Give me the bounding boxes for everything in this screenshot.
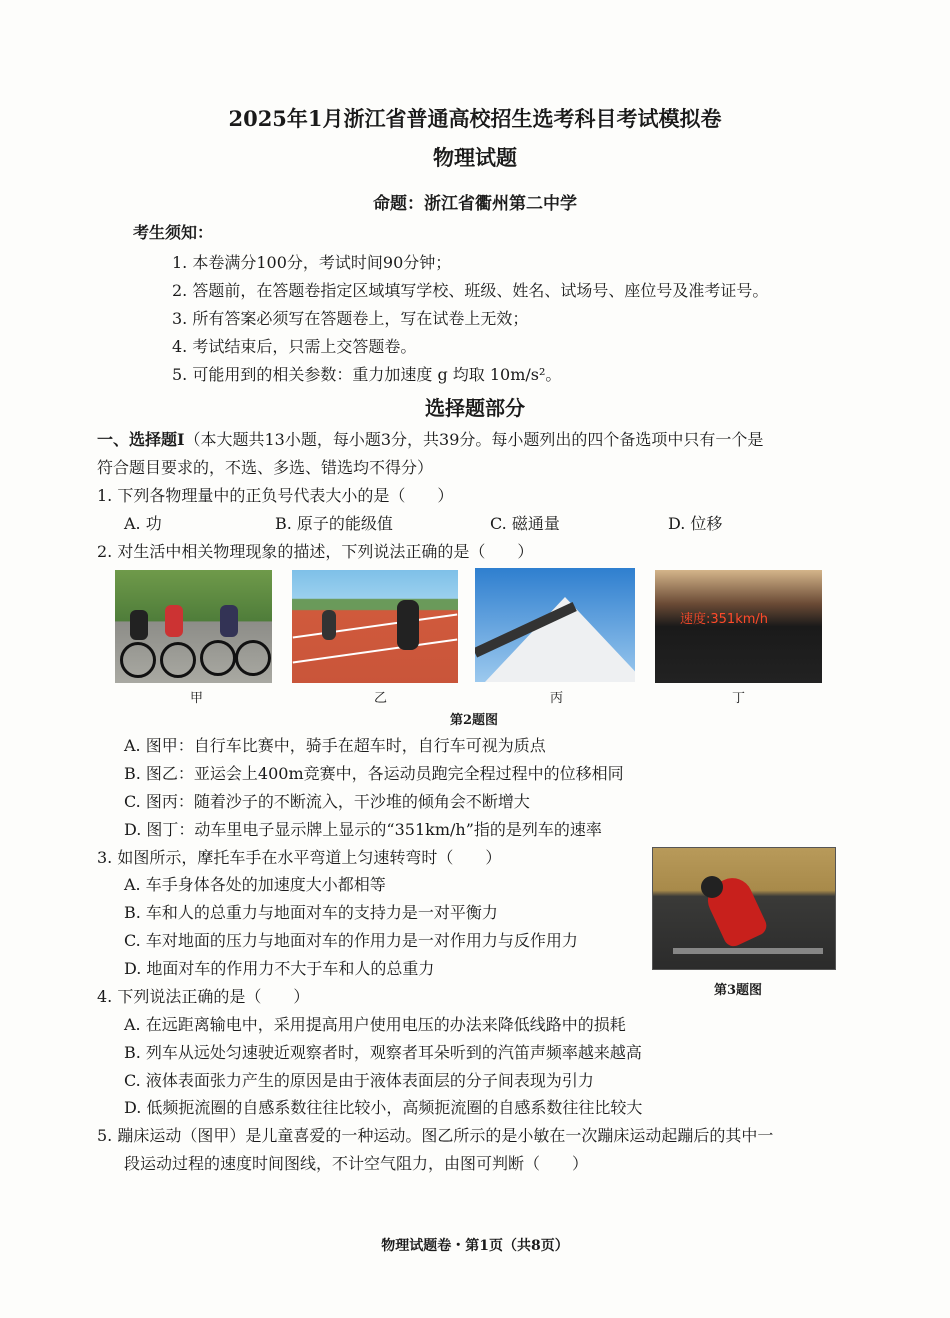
image-label-bing: 丙 bbox=[550, 691, 564, 706]
notice-item: 5. 可能用到的相关参数：重力加速度 g 均取 10m/s²。 bbox=[172, 365, 562, 384]
question-1-stem: 1. 下列各物理量中的正负号代表大小的是（ ） bbox=[97, 486, 454, 505]
section-intro bbox=[97, 430, 763, 450]
question-3-option-a: A. 车手身体各处的加速度大小都相等 bbox=[124, 875, 386, 894]
running-track-image bbox=[292, 570, 458, 683]
question-4-option-b: B. 列车从远处匀速驶近观察者时，观察者耳朵听到的汽笛声频率越来越高 bbox=[124, 1043, 642, 1062]
question-2-option-d: D. 图丁：动车里电子显示牌上显示的“351km/h”指的是列车的速率 bbox=[124, 820, 602, 839]
question-2-stem: 2. 对生活中相关物理现象的描述，下列说法正确的是（ ） bbox=[97, 542, 534, 561]
motorcycle-image bbox=[652, 847, 836, 970]
question-2-option-a: A. 图甲：自行车比赛中，骑手在超车时，自行车可视为质点 bbox=[124, 736, 546, 755]
question-3-option-c: C. 车对地面的压力与地面对车的作用力是一对作用力与反作用力 bbox=[124, 931, 578, 950]
question-2-option-b: B. 图乙：亚运会上400m竞赛中，各运动员跑完全程过程中的位移相同 bbox=[124, 764, 624, 783]
question-1-option-d: D. 位移 bbox=[668, 514, 723, 533]
notice-item: 4. 考试结束后，只需上交答题卷。 bbox=[172, 337, 417, 356]
page-footer: 物理试题卷・第1页（共8页） bbox=[381, 1238, 569, 1254]
notice-item: 1. 本卷满分100分，考试时间90分钟； bbox=[172, 253, 452, 272]
question-4-stem: 4. 下列说法正确的是（ ） bbox=[97, 987, 310, 1006]
speed-display-text: 速度:351km/h bbox=[680, 612, 769, 627]
question-5-stem-line2: 段运动过程的速度时间图线，不计空气阻力，由图可判断（ ） bbox=[124, 1154, 589, 1173]
question-5-stem: 5. 蹦床运动（图甲）是儿童喜爱的一种运动。图乙所示的是小敏在一次蹦床运动起蹦后的其中一 bbox=[97, 1126, 774, 1145]
section-label: 一、选择题Ⅰ bbox=[97, 430, 185, 449]
question-1-option-c: C. 磁通量 bbox=[490, 514, 560, 533]
question-4-option-a: A. 在远距离输电中，采用提高用户使用电压的办法来降低线路中的损耗 bbox=[124, 1015, 626, 1034]
exam-author: 命题：浙江省衢州第二中学 bbox=[373, 194, 577, 214]
image-label-ding: 丁 bbox=[732, 691, 746, 706]
question-2-option-c: C. 图丙：随着沙子的不断流入，干沙堆的倾角会不断增大 bbox=[124, 792, 530, 811]
notice-item: 3. 所有答案必须写在答题卷上，写在试卷上无效； bbox=[172, 309, 529, 328]
question-4-option-c: C. 液体表面张力产生的原因是由于液体表面层的分子间表现为引力 bbox=[124, 1071, 594, 1090]
notice-heading: 考生须知： bbox=[133, 223, 214, 242]
question-3-option-d: D. 地面对车的作用力不大于车和人的总重力 bbox=[124, 959, 435, 978]
figure-3-caption: 第3题图 bbox=[713, 983, 763, 998]
notice-item: 2. 答题前，在答题卷指定区域填写学校、班级、姓名、试场号、座位号及准考证号。 bbox=[172, 281, 769, 300]
section-title: 选择题部分 bbox=[425, 396, 525, 420]
question-3-stem: 3. 如图所示，摩托车手在水平弯道上匀速转弯时（ ） bbox=[97, 848, 502, 867]
exam-subtitle: 物理试题 bbox=[433, 145, 517, 170]
image-label-jia: 甲 bbox=[190, 691, 204, 706]
question-3-option-b: B. 车和人的总重力与地面对车的支持力是一对平衡力 bbox=[124, 903, 498, 922]
section-intro-text: （本大题共13小题，每小题3分，共39分。每小题列出的四个备选项中只有一个是 bbox=[184, 430, 764, 449]
cycling-race-image bbox=[115, 570, 272, 683]
sand-pile-image bbox=[475, 568, 635, 682]
exam-title: 2025年1月浙江省普通高校招生选考科目考试模拟卷 bbox=[228, 106, 722, 131]
question-4-option-d: D. 低频扼流圈的自感系数往往比较小，高频扼流圈的自感系数往往比较大 bbox=[124, 1098, 643, 1117]
question-1-option-b: B. 原子的能级值 bbox=[275, 514, 393, 533]
section-intro-line2: 符合题目要求的，不选、多选、错选均不得分） bbox=[97, 458, 434, 477]
question-1-option-a: A. 功 bbox=[124, 514, 162, 533]
image-label-yi: 乙 bbox=[374, 691, 388, 706]
figure-2-caption: 第2题图 bbox=[449, 713, 499, 728]
train-speed-display-image bbox=[655, 570, 822, 683]
